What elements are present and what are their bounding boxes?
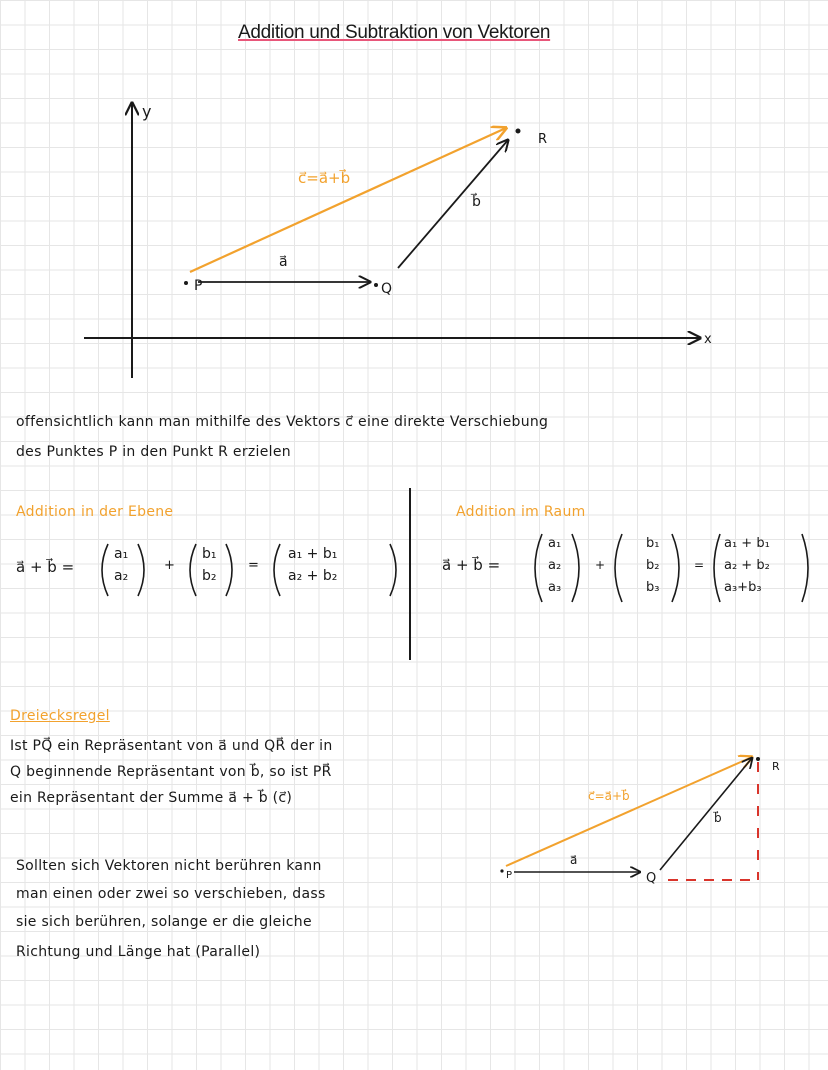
plane-heading: Addition in der Ebene (16, 504, 174, 520)
vector-b-label: b⃗ (472, 194, 481, 210)
space-plus: + (595, 558, 606, 572)
point-q-dot (374, 283, 378, 287)
vector-c-label: c⃗=a⃗+b⃗ (298, 169, 351, 187)
triangle-rule-line-3: ein Repräsentant der Summe a⃗ + b⃗ (c⃗) (10, 790, 293, 806)
space-b1: b₁ (646, 536, 660, 551)
d2-vector-b-arrow (660, 758, 752, 870)
space-formula (420, 530, 820, 606)
d2-point-p-dot (500, 869, 503, 872)
triangle-rule-line-1: Ist PQ⃗ ein Repräsentant von a⃗ und QR⃗ der in (10, 738, 333, 754)
space-r2: a₂ + b₂ (724, 558, 770, 573)
plane-plus: + (164, 558, 175, 573)
plane-eq: = (248, 558, 259, 573)
triangle-rule-heading: Dreiecksregel (10, 708, 110, 724)
triangle-rule-diagram (490, 740, 820, 900)
vector-c-arrow (190, 128, 506, 272)
triangle-rule-line-2: Q beginnende Repräsentant von b⃗, so ist PR⃗ (10, 764, 332, 780)
vector-addition-diagram (0, 0, 828, 400)
point-r-label: R (538, 132, 548, 147)
d2-vector-c-label: c⃗=a⃗+b⃗ (588, 789, 630, 803)
intro-line-1: offensichtlich kann man mithilfe des Vektors c⃗ eine direkte Verschiebung (16, 414, 549, 430)
point-p-label: P (194, 278, 203, 294)
point-p-dot (184, 281, 188, 285)
space-a1: a₁ (548, 536, 562, 551)
space-lhs: a⃗ + b⃗ = (442, 556, 501, 574)
note-line-4: Richtung und Länge hat (Parallel) (16, 944, 261, 960)
space-eq: = (694, 558, 705, 572)
plane-a2: a₂ (114, 568, 129, 584)
d2-vector-b-label: b⃗ (714, 811, 722, 825)
section-divider (409, 488, 411, 660)
d2-point-r-label: R (772, 760, 780, 773)
plane-r1: a₁ + b₁ (288, 546, 338, 562)
point-q-label: Q (381, 281, 393, 297)
d2-point-q-label: Q (646, 871, 657, 886)
d2-vector-a-label: a⃗ (570, 853, 578, 867)
page-title: Addition und Subtraktion von Vektoren (238, 22, 551, 43)
point-r-dot (516, 129, 521, 134)
plane-b1: b₁ (202, 546, 217, 562)
space-b3: b₃ (646, 580, 660, 595)
plane-r2: a₂ + b₂ (288, 568, 338, 584)
space-b2: b₂ (646, 558, 660, 573)
plane-a1: a₁ (114, 546, 129, 562)
space-r1: a₁ + b₁ (724, 536, 770, 551)
intro-line-2: des Punktes P in den Punkt R erzielen (16, 444, 291, 460)
plane-lhs: a⃗ + b⃗ = (16, 558, 75, 576)
y-axis-label: y (142, 102, 152, 121)
x-axis-label: x (704, 332, 712, 347)
space-heading: Addition im Raum (456, 504, 586, 520)
note-line-3: sie sich berühren, solange er die gleiche (16, 914, 312, 930)
space-a3: a₃ (548, 580, 562, 595)
space-r3: a₃+b₃ (724, 580, 762, 595)
plane-formula (16, 540, 406, 600)
plane-b2: b₂ (202, 568, 217, 584)
d2-point-r-dot (756, 757, 760, 761)
vector-b-arrow (398, 140, 508, 268)
note-line-2: man einen oder zwei so verschieben, dass (16, 886, 326, 902)
d2-point-p-label: P (506, 870, 513, 881)
note-line-1: Sollten sich Vektoren nicht berühren kann (16, 858, 322, 874)
space-a2: a₂ (548, 558, 562, 573)
vector-a-label: a⃗ (279, 254, 288, 270)
